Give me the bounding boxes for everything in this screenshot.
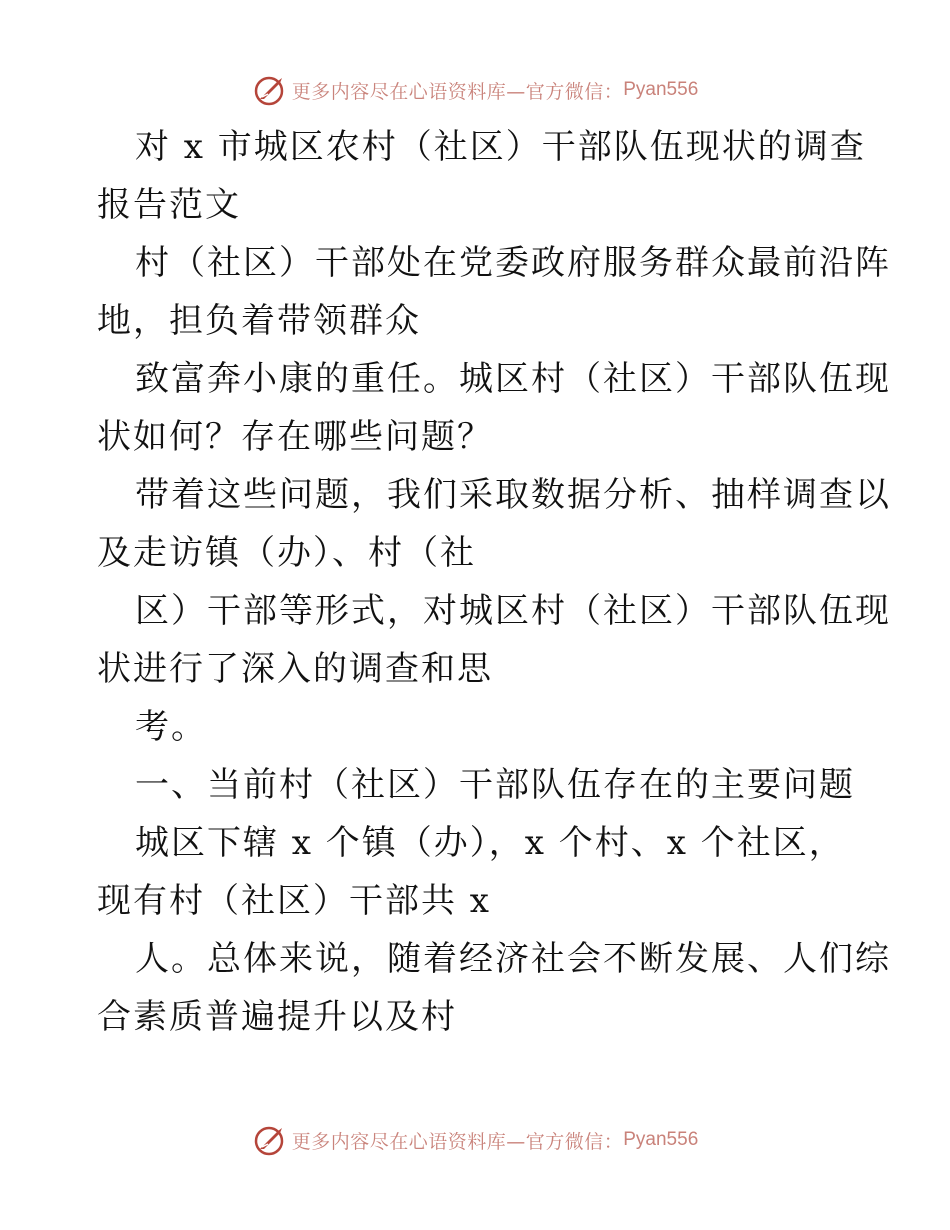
paragraph-line: 状进行了深入的调查和思 <box>97 649 493 689</box>
paragraph-line: 及走访镇（办）、村（社 <box>97 533 476 573</box>
quill-pen-circle-icon <box>252 72 288 108</box>
paragraph-line: 考。 <box>135 707 207 747</box>
title-line-2: 报告范文 <box>97 185 241 225</box>
paragraph-line: 人。总体来说，随着经济社会不断发展、人们综 <box>135 939 891 979</box>
header-banner <box>0 70 950 110</box>
paragraph-line: 带着这些问题，我们采取数据分析、抽样调查以 <box>135 475 891 515</box>
title-line-1: 对 x 市城区农村（社区）干部队伍现状的调查 <box>135 127 866 167</box>
paragraph-line: 地，担负着带领群众 <box>97 301 421 341</box>
banner-text: 更多内容尽在心语资料库—官方微信： <box>291 80 624 103</box>
quill-pen-circle-icon <box>252 1122 288 1158</box>
banner-wechat-id: Pyan556 <box>623 1129 699 1150</box>
paragraph-line: 村（社区）干部处在党委政府服务群众最前沿阵 <box>135 243 891 283</box>
paragraph-line: 致富奔小康的重任。城区村（社区）干部队伍现 <box>135 359 891 399</box>
section-heading: 一、当前村（社区）干部队伍存在的主要问题 <box>135 765 855 805</box>
paragraph-line: 区）干部等形式，对城区村（社区）干部队伍现 <box>135 591 891 631</box>
paragraph-line: 现有村（社区）干部共 x <box>97 881 491 921</box>
paragraph-line: 城区下辖 x 个镇（办），x 个村、x 个社区， <box>135 823 845 863</box>
banner-text: 更多内容尽在心语资料库—官方微信： <box>291 1130 624 1153</box>
footer-banner <box>0 1120 950 1160</box>
paragraph-line: 合素质普遍提升以及村 <box>97 997 457 1037</box>
banner-wechat-id: Pyan556 <box>623 79 699 100</box>
paragraph-line: 状如何？存在哪些问题？ <box>97 417 493 457</box>
